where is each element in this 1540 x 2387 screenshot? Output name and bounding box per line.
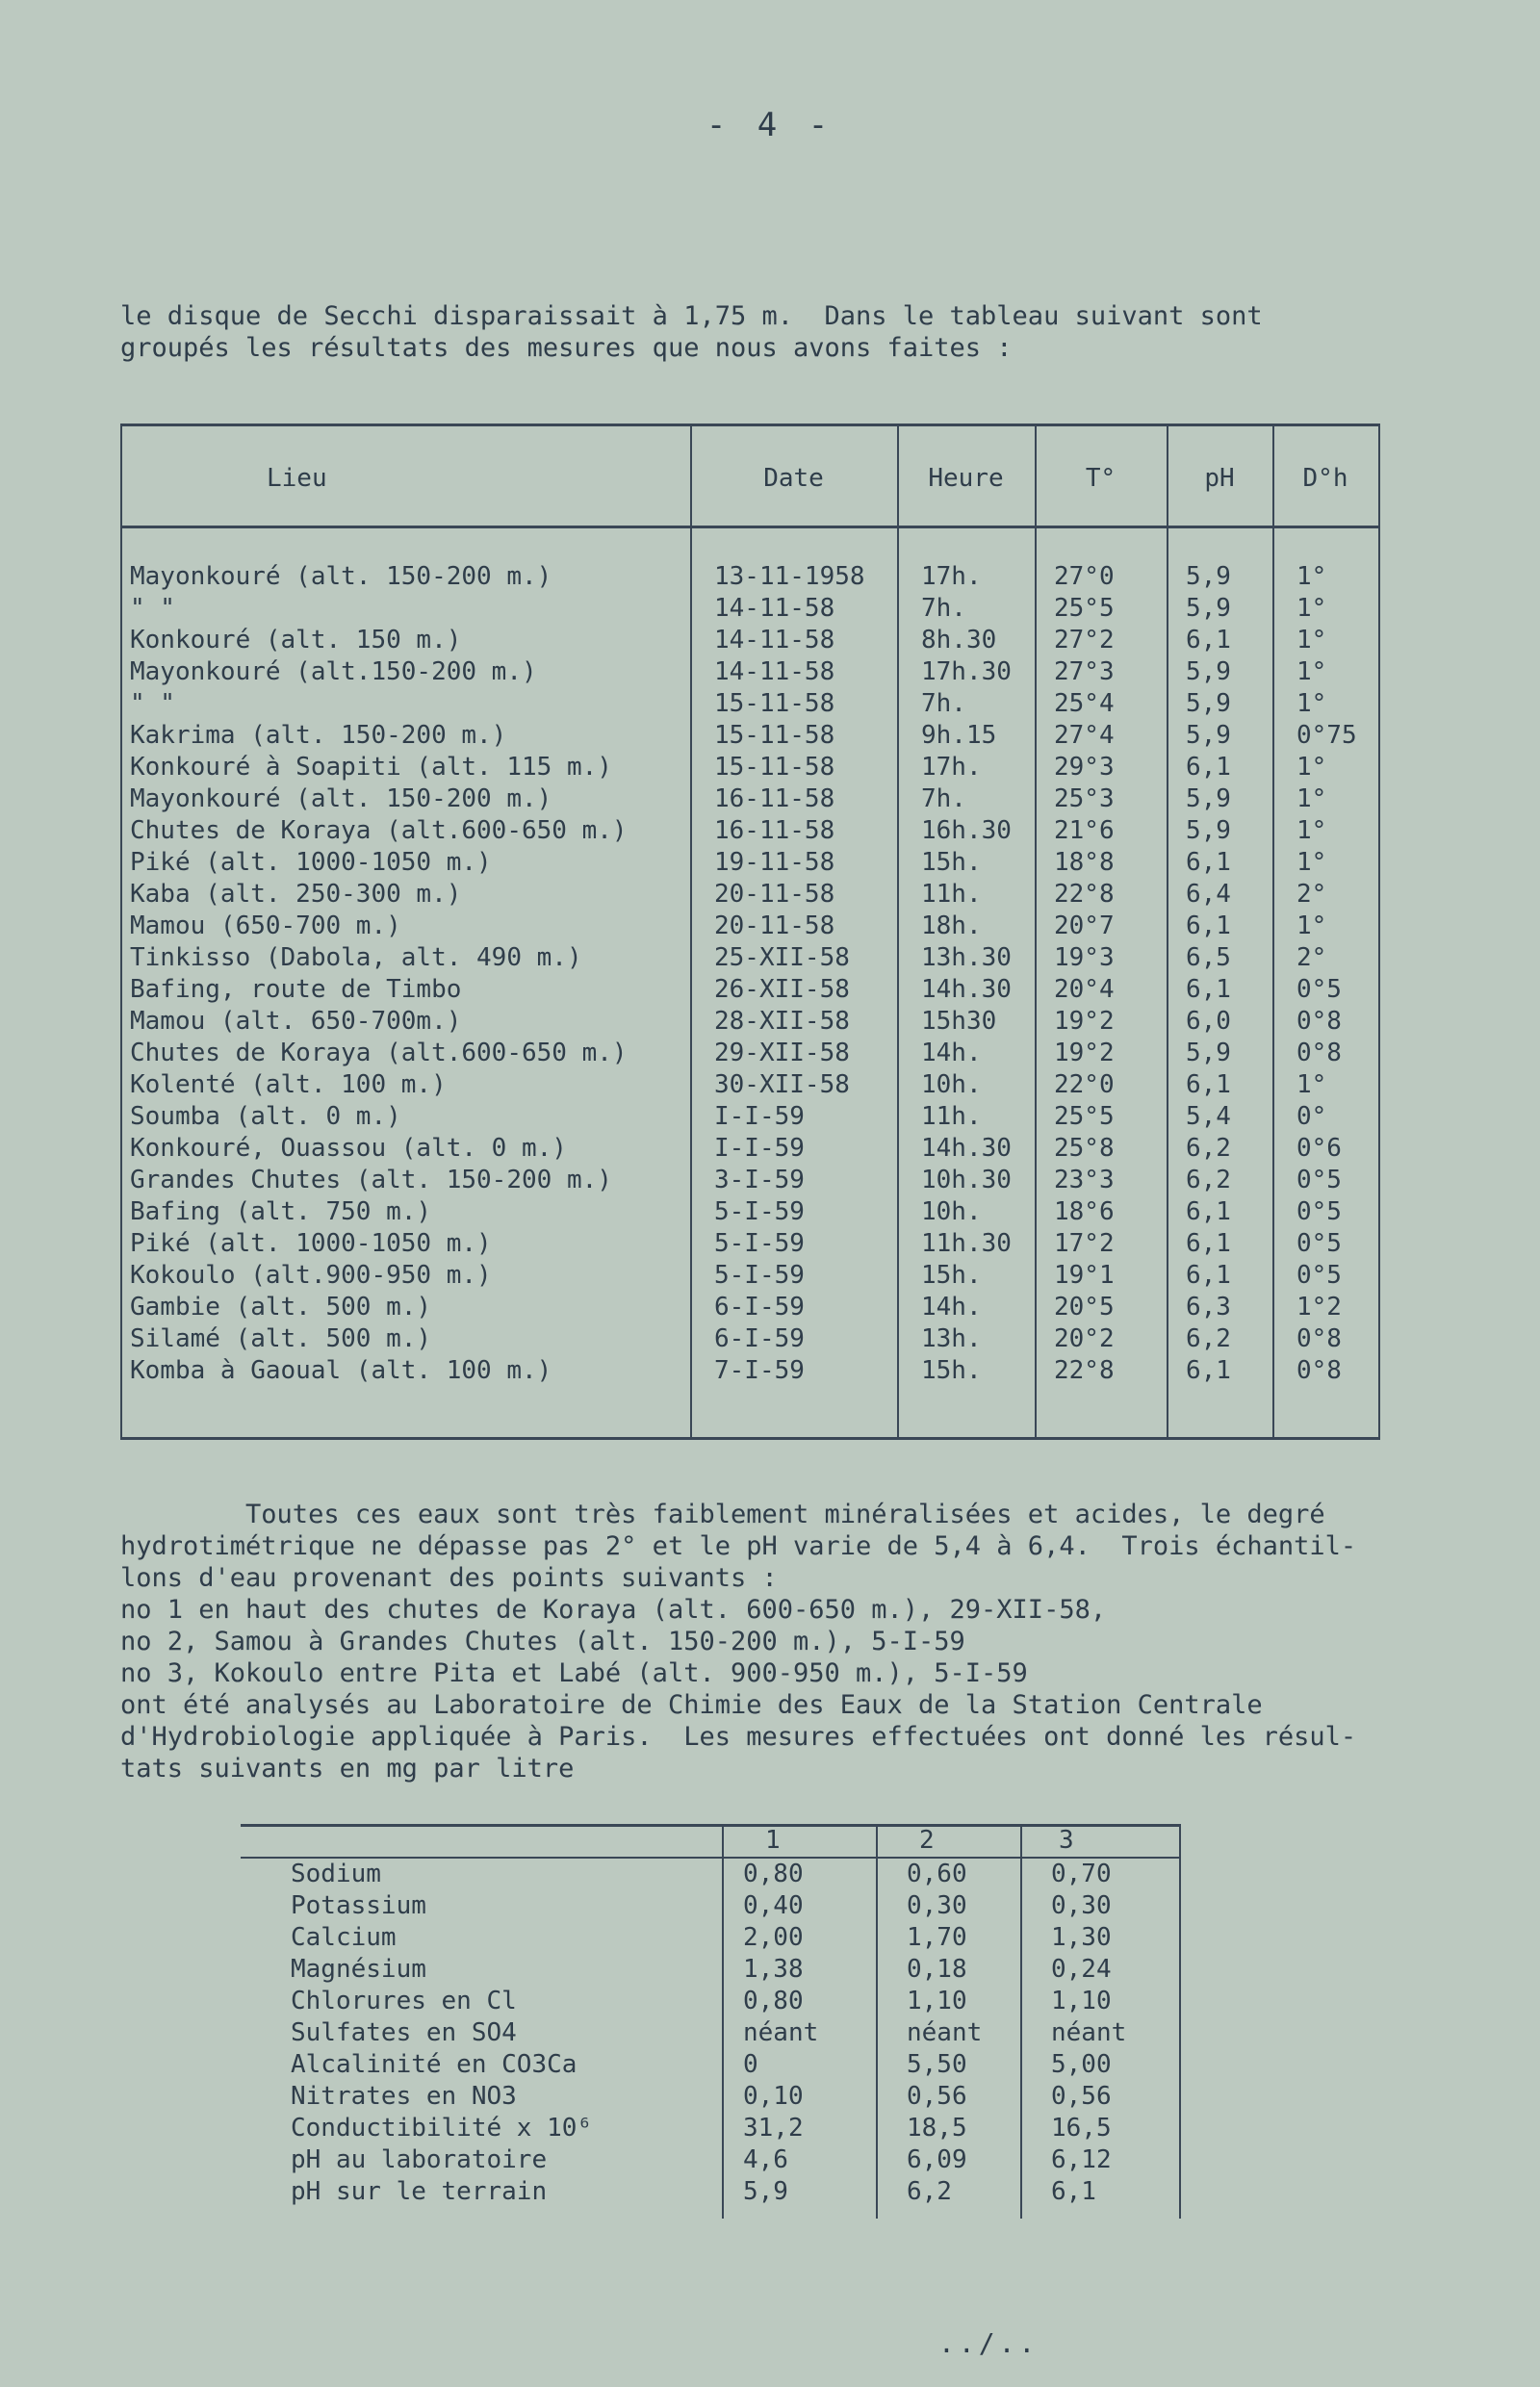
cell-dh: 0°5 xyxy=(1296,1166,1342,1194)
cell-temperature: 20°5 xyxy=(1054,1293,1115,1322)
cell-dh: 0°5 xyxy=(1296,1261,1342,1290)
cell-date: 5-I-59 xyxy=(714,1261,805,1290)
cell-ph: 6,2 xyxy=(1186,1324,1231,1353)
cell-date: I-I-59 xyxy=(714,1102,805,1131)
cell-temperature: 22°8 xyxy=(1054,880,1115,909)
cell-heure: 15h30 xyxy=(921,1007,997,1036)
cell-date: 5-I-59 xyxy=(714,1197,805,1226)
table-row xyxy=(122,1069,1378,1101)
cell-heure: 13h. xyxy=(921,1324,982,1353)
cell-sample-3: 0,24 xyxy=(1051,1955,1112,1984)
cell-dh: 1° xyxy=(1296,689,1327,718)
cell-sample-2: néant xyxy=(907,2018,983,2047)
cell-temperature: 18°8 xyxy=(1054,848,1115,877)
cell-date: 15-11-58 xyxy=(714,721,835,750)
cell-lieu: " " xyxy=(130,594,175,623)
header-sample-3: 3 xyxy=(1059,1826,1074,1855)
chemical-analysis-table xyxy=(241,1824,1179,2219)
cell-parameter: Calcium xyxy=(291,1923,397,1952)
table-row xyxy=(241,2049,1179,2081)
cell-date: 19-11-58 xyxy=(714,848,835,877)
cell-sample-1: 1,38 xyxy=(743,1955,804,1984)
cell-heure: 13h.30 xyxy=(921,943,1012,972)
cell-dh: 0°8 xyxy=(1296,1039,1342,1067)
cell-heure: 17h. xyxy=(921,562,982,591)
cell-sample-1: 4,6 xyxy=(743,2145,788,2174)
table-row xyxy=(122,1355,1378,1387)
cell-sample-1: 2,00 xyxy=(743,1923,804,1952)
cell-heure: 18h. xyxy=(921,911,982,940)
header-lieu: Lieu xyxy=(267,464,327,493)
cell-ph: 6,1 xyxy=(1186,911,1231,940)
cell-parameter: Chlorures en Cl xyxy=(291,1987,517,2015)
cell-dh: 1° xyxy=(1296,1070,1327,1099)
header-date: Date xyxy=(763,464,824,493)
cell-heure: 16h.30 xyxy=(921,816,1012,845)
cell-temperature: 22°0 xyxy=(1054,1070,1115,1099)
cell-dh: 1°2 xyxy=(1296,1293,1342,1322)
cell-date: 16-11-58 xyxy=(714,816,835,845)
cell-sample-1: 0,10 xyxy=(743,2082,804,2111)
cell-sample-3: néant xyxy=(1051,2018,1127,2047)
cell-sample-1: 0,80 xyxy=(743,1987,804,2015)
cell-ph: 5,9 xyxy=(1186,562,1231,591)
cell-heure: 10h. xyxy=(921,1070,982,1099)
cell-date: 26-XII-58 xyxy=(714,975,850,1004)
cell-dh: 1° xyxy=(1296,657,1327,686)
cell-lieu: Mamou (650-700 m.) xyxy=(130,911,401,940)
cell-dh: 1° xyxy=(1296,848,1327,877)
cell-temperature: 20°7 xyxy=(1054,911,1115,940)
table-row xyxy=(122,911,1378,942)
continuation-mark: ../.. xyxy=(938,2327,1040,2359)
cell-ph: 6,1 xyxy=(1186,1070,1231,1099)
cell-sample-3: 6,1 xyxy=(1051,2177,1096,2206)
cell-heure: 11h. xyxy=(921,880,982,909)
cell-temperature: 20°2 xyxy=(1054,1324,1115,1353)
cell-dh: 0°5 xyxy=(1296,1197,1342,1226)
cell-heure: 17h.30 xyxy=(921,657,1012,686)
table-row xyxy=(122,879,1378,911)
cell-temperature: 19°2 xyxy=(1054,1039,1115,1067)
table-row xyxy=(122,625,1378,656)
page-number: - 4 - xyxy=(706,106,834,144)
table-row xyxy=(122,720,1378,752)
cell-date: 28-XII-58 xyxy=(714,1007,850,1036)
cell-ph: 6,2 xyxy=(1186,1134,1231,1163)
cell-lieu: Mamou (alt. 650-700m.) xyxy=(130,1007,462,1036)
cell-temperature: 29°3 xyxy=(1054,753,1115,782)
cell-heure: 7h. xyxy=(921,594,966,623)
cell-temperature: 25°3 xyxy=(1054,784,1115,813)
table-row xyxy=(122,1323,1378,1355)
cell-ph: 5,9 xyxy=(1186,1039,1231,1067)
cell-sample-2: 6,09 xyxy=(907,2145,967,2174)
cell-date: 7-I-59 xyxy=(714,1356,805,1385)
cell-ph: 5,9 xyxy=(1186,594,1231,623)
table-row xyxy=(122,1228,1378,1260)
table-row xyxy=(241,2017,1179,2049)
cell-dh: 0°8 xyxy=(1296,1007,1342,1036)
cell-date: 30-XII-58 xyxy=(714,1070,850,1099)
measurements-table xyxy=(120,424,1380,1440)
cell-lieu: Komba à Gaoual (alt. 100 m.) xyxy=(130,1356,552,1385)
cell-date: 20-11-58 xyxy=(714,911,835,940)
cell-heure: 7h. xyxy=(921,784,966,813)
cell-lieu: Chutes de Koraya (alt.600-650 m.) xyxy=(130,1039,628,1067)
header-heure: Heure xyxy=(928,464,1004,493)
intro-paragraph: le disque de Secchi disparaissait à 1,75 m. Dans le tableau suivant sont groupés les résultats des mesures que nous avons faites : xyxy=(120,301,1263,363)
cell-temperature: 21°6 xyxy=(1054,816,1115,845)
cell-dh: 1° xyxy=(1296,562,1327,591)
cell-ph: 6,1 xyxy=(1186,626,1231,654)
header-dh: D°h xyxy=(1302,464,1348,493)
cell-temperature: 27°4 xyxy=(1054,721,1115,750)
header-separator xyxy=(122,526,1378,528)
table-row xyxy=(122,1006,1378,1038)
table-row xyxy=(122,1038,1378,1069)
cell-sample-3: 6,12 xyxy=(1051,2145,1112,2174)
table-top-rule xyxy=(241,1824,1179,1827)
cell-sample-1: néant xyxy=(743,2018,819,2047)
cell-temperature: 27°2 xyxy=(1054,626,1115,654)
cell-dh: 1° xyxy=(1296,626,1327,654)
table-row xyxy=(241,2176,1179,2208)
cell-lieu: Tinkisso (Dabola, alt. 490 m.) xyxy=(130,943,582,972)
header-sample-2: 2 xyxy=(919,1826,935,1855)
cell-date: 16-11-58 xyxy=(714,784,835,813)
cell-temperature: 22°8 xyxy=(1054,1356,1115,1385)
cell-heure: 11h. xyxy=(921,1102,982,1131)
cell-heure: 15h. xyxy=(921,848,982,877)
cell-parameter: Nitrates en NO3 xyxy=(291,2082,517,2111)
cell-date: 5-I-59 xyxy=(714,1229,805,1258)
cell-dh: 0°75 xyxy=(1296,721,1357,750)
cell-ph: 6,1 xyxy=(1186,1356,1231,1385)
cell-lieu: Chutes de Koraya (alt.600-650 m.) xyxy=(130,816,628,845)
header-temperature: T° xyxy=(1085,464,1116,493)
cell-parameter: pH sur le terrain xyxy=(291,2177,548,2206)
cell-lieu: Mayonkouré (alt. 150-200 m.) xyxy=(130,784,552,813)
table-row xyxy=(241,1986,1179,2017)
cell-lieu: Bafing (alt. 750 m.) xyxy=(130,1197,432,1226)
cell-lieu: Kokoulo (alt.900-950 m.) xyxy=(130,1261,492,1290)
cell-lieu: Silamé (alt. 500 m.) xyxy=(130,1324,432,1353)
cell-sample-2: 0,56 xyxy=(907,2082,967,2111)
cell-heure: 8h.30 xyxy=(921,626,997,654)
table-row xyxy=(122,783,1378,815)
table-row xyxy=(122,1133,1378,1165)
cell-ph: 5,9 xyxy=(1186,784,1231,813)
cell-lieu: Konkouré (alt. 150 m.) xyxy=(130,626,462,654)
cell-heure: 11h.30 xyxy=(921,1229,1012,1258)
header-sample-1: 1 xyxy=(765,1826,781,1855)
table-row xyxy=(122,974,1378,1006)
cell-temperature: 25°8 xyxy=(1054,1134,1115,1163)
cell-sample-2: 5,50 xyxy=(907,2050,967,2079)
cell-date: 29-XII-58 xyxy=(714,1039,850,1067)
cell-lieu: Kolenté (alt. 100 m.) xyxy=(130,1070,447,1099)
table-row xyxy=(241,2113,1179,2144)
cell-sample-3: 16,5 xyxy=(1051,2114,1112,2143)
cell-heure: 15h. xyxy=(921,1261,982,1290)
cell-sample-3: 0,30 xyxy=(1051,1891,1112,1920)
table-row xyxy=(241,2144,1179,2176)
cell-date: 3-I-59 xyxy=(714,1166,805,1194)
cell-heure: 17h. xyxy=(921,753,982,782)
cell-dh: 1° xyxy=(1296,911,1327,940)
cell-ph: 6,1 xyxy=(1186,848,1231,877)
cell-lieu: Piké (alt. 1000-1050 m.) xyxy=(130,1229,492,1258)
cell-dh: 0°8 xyxy=(1296,1324,1342,1353)
cell-temperature: 20°4 xyxy=(1054,975,1115,1004)
cell-ph: 6,4 xyxy=(1186,880,1231,909)
cell-heure: 14h.30 xyxy=(921,975,1012,1004)
cell-heure: 10h. xyxy=(921,1197,982,1226)
cell-sample-3: 1,30 xyxy=(1051,1923,1112,1952)
cell-temperature: 27°0 xyxy=(1054,562,1115,591)
cell-date: 14-11-58 xyxy=(714,626,835,654)
cell-ph: 6,1 xyxy=(1186,975,1231,1004)
table-row xyxy=(122,1165,1378,1196)
cell-heure: 15h. xyxy=(921,1356,982,1385)
cell-dh: 0°5 xyxy=(1296,1229,1342,1258)
cell-ph: 6,1 xyxy=(1186,1197,1231,1226)
cell-lieu: " " xyxy=(130,689,175,718)
cell-sample-1: 5,9 xyxy=(743,2177,788,2206)
cell-parameter: Potassium xyxy=(291,1891,426,1920)
cell-dh: 1° xyxy=(1296,753,1327,782)
cell-ph: 5,9 xyxy=(1186,657,1231,686)
cell-dh: 1° xyxy=(1296,816,1327,845)
cell-temperature: 25°5 xyxy=(1054,1102,1115,1131)
cell-lieu: Mayonkouré (alt. 150-200 m.) xyxy=(130,562,552,591)
cell-parameter: Sodium xyxy=(291,1860,381,1888)
table-row xyxy=(122,942,1378,974)
table-row xyxy=(241,1859,1179,1890)
cell-temperature: 17°2 xyxy=(1054,1229,1115,1258)
cell-lieu: Konkouré, Ouassou (alt. 0 m.) xyxy=(130,1134,567,1163)
cell-ph: 5,9 xyxy=(1186,816,1231,845)
cell-sample-2: 0,18 xyxy=(907,1955,967,1984)
cell-dh: 0°8 xyxy=(1296,1356,1342,1385)
cell-heure: 10h.30 xyxy=(921,1166,1012,1194)
cell-date: 15-11-58 xyxy=(714,689,835,718)
cell-sample-2: 6,2 xyxy=(907,2177,952,2206)
cell-parameter: Conductibilité x 10⁶ xyxy=(291,2114,593,2143)
table-row xyxy=(241,2081,1179,2113)
cell-ph: 6,1 xyxy=(1186,1229,1231,1258)
cell-lieu: Piké (alt. 1000-1050 m.) xyxy=(130,848,492,877)
header-ph: pH xyxy=(1204,464,1235,493)
cell-ph: 6,1 xyxy=(1186,753,1231,782)
table-row xyxy=(122,847,1378,879)
cell-sample-1: 0 xyxy=(743,2050,758,2079)
table-row xyxy=(122,752,1378,783)
cell-sample-1: 0,80 xyxy=(743,1860,804,1888)
cell-date: 6-I-59 xyxy=(714,1324,805,1353)
cell-temperature: 27°3 xyxy=(1054,657,1115,686)
table-row xyxy=(241,1954,1179,1986)
cell-sample-2: 0,30 xyxy=(907,1891,967,1920)
cell-dh: 2° xyxy=(1296,943,1327,972)
cell-date: 14-11-58 xyxy=(714,657,835,686)
cell-lieu: Grandes Chutes (alt. 150-200 m.) xyxy=(130,1166,612,1194)
cell-date: I-I-59 xyxy=(714,1134,805,1163)
table-row xyxy=(241,1890,1179,1922)
cell-temperature: 18°6 xyxy=(1054,1197,1115,1226)
cell-date: 20-11-58 xyxy=(714,880,835,909)
cell-sample-3: 5,00 xyxy=(1051,2050,1112,2079)
cell-sample-2: 1,70 xyxy=(907,1923,967,1952)
cell-sample-3: 0,70 xyxy=(1051,1860,1112,1888)
table-row xyxy=(122,1196,1378,1228)
cell-dh: 1° xyxy=(1296,784,1327,813)
cell-sample-1: 0,40 xyxy=(743,1891,804,1920)
cell-heure: 14h. xyxy=(921,1039,982,1067)
cell-heure: 9h.15 xyxy=(921,721,997,750)
cell-lieu: Mayonkouré (alt.150-200 m.) xyxy=(130,657,537,686)
cell-temperature: 19°3 xyxy=(1054,943,1115,972)
cell-sample-1: 31,2 xyxy=(743,2114,804,2143)
cell-parameter: Alcalinité en CO3Ca xyxy=(291,2050,578,2079)
cell-sample-3: 0,56 xyxy=(1051,2082,1112,2111)
cell-sample-2: 1,10 xyxy=(907,1987,967,2015)
cell-ph: 6,3 xyxy=(1186,1293,1231,1322)
cell-ph: 5,4 xyxy=(1186,1102,1231,1131)
cell-heure: 7h. xyxy=(921,689,966,718)
cell-lieu: Gambie (alt. 500 m.) xyxy=(130,1293,432,1322)
cell-sample-3: 1,10 xyxy=(1051,1987,1112,2015)
cell-dh: 1° xyxy=(1296,594,1327,623)
cell-temperature: 19°2 xyxy=(1054,1007,1115,1036)
cell-parameter: Sulfates en SO4 xyxy=(291,2018,517,2047)
cell-lieu: Bafing, route de Timbo xyxy=(130,975,462,1004)
table-row xyxy=(122,815,1378,847)
cell-temperature: 25°5 xyxy=(1054,594,1115,623)
cell-date: 25-XII-58 xyxy=(714,943,850,972)
cell-ph: 6,0 xyxy=(1186,1007,1231,1036)
cell-ph: 6,2 xyxy=(1186,1166,1231,1194)
cell-ph: 6,5 xyxy=(1186,943,1231,972)
table-row xyxy=(241,1922,1179,1954)
cell-temperature: 19°1 xyxy=(1054,1261,1115,1290)
cell-ph: 6,1 xyxy=(1186,1261,1231,1290)
analysis-paragraph: Toutes ces eaux sont très faiblement minéralisées et acides, le degré hydrotimétrique ne dépasse pas 2° et le pH varie de 5,4 à 6,4. Trois échantil- lons d'eau provenant des points suivants : no 1 en haut des chutes de Koraya (alt. 600-650 m.), 29-XII-58, no 2, Samou à Grandes Chutes (alt. 150-200 m.), 5-I-59 no 3, Kokoulo entre Pita et Labé (alt. 900-950 m.), 5-I-59 ont été analysés au Laboratoire de Chimie des Eaux de la Station Centrale d'Hydrobiologie appliquée à Paris. Les mesures effectuées ont donné les résul- tats suivants en mg par litre xyxy=(120,1500,1357,1784)
table-row xyxy=(122,593,1378,625)
cell-parameter: pH au laboratoire xyxy=(291,2145,548,2174)
cell-date: 15-11-58 xyxy=(714,753,835,782)
table-row xyxy=(122,1292,1378,1323)
cell-sample-2: 18,5 xyxy=(907,2114,967,2143)
cell-date: 14-11-58 xyxy=(714,594,835,623)
cell-heure: 14h. xyxy=(921,1293,982,1322)
cell-temperature: 23°3 xyxy=(1054,1166,1115,1194)
cell-lieu: Soumba (alt. 0 m.) xyxy=(130,1102,401,1131)
cell-lieu: Konkouré à Soapiti (alt. 115 m.) xyxy=(130,753,612,782)
table-row xyxy=(122,561,1378,593)
cell-parameter: Magnésium xyxy=(291,1955,426,1984)
cell-dh: 0°6 xyxy=(1296,1134,1342,1163)
cell-lieu: Kakrima (alt. 150-200 m.) xyxy=(130,721,507,750)
cell-sample-2: 0,60 xyxy=(907,1860,967,1888)
table-divider xyxy=(1179,1824,1181,2219)
cell-ph: 5,9 xyxy=(1186,721,1231,750)
cell-temperature: 25°4 xyxy=(1054,689,1115,718)
table-row xyxy=(122,1101,1378,1133)
table-row xyxy=(122,1260,1378,1292)
cell-date: 13-11-1958 xyxy=(714,562,865,591)
cell-lieu: Kaba (alt. 250-300 m.) xyxy=(130,880,462,909)
table-row xyxy=(122,656,1378,688)
cell-dh: 2° xyxy=(1296,880,1327,909)
cell-heure: 14h.30 xyxy=(921,1134,1012,1163)
table-row xyxy=(122,688,1378,720)
cell-date: 6-I-59 xyxy=(714,1293,805,1322)
cell-ph: 5,9 xyxy=(1186,689,1231,718)
cell-dh: 0° xyxy=(1296,1102,1327,1131)
cell-dh: 0°5 xyxy=(1296,975,1342,1004)
